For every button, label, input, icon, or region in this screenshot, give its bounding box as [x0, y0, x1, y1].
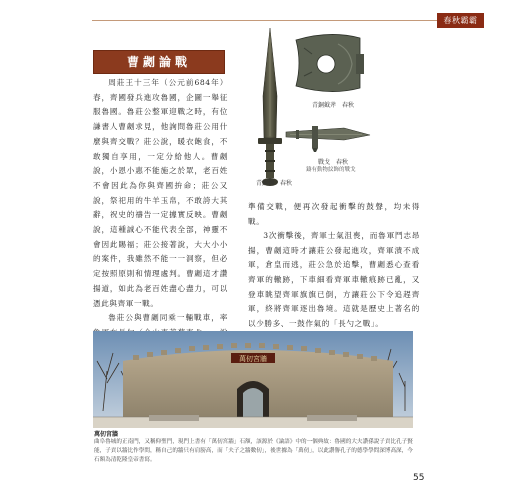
gate-inscription: 萬仞宮牆 — [239, 355, 267, 363]
photo-caption-text: 曲阜魯城的正南門，又稱仰聖門，現門上書有「萬仞宮牆」石額，該源於《論語》中的一個典故：魯國的大夫讚孫說子貢比孔子賢能，子貢以牆比作學問，稱自己的牆只有肩膀高，而「夫子之牆數仞」，後世據為「萬仞」，以此讚譽孔子的德學學問深博高深，今石額為清乾隆皇帝書寫。 — [94, 439, 413, 463]
photo-caption-title: 萬仞宮牆 — [94, 431, 119, 438]
bronze-axe-image — [290, 30, 366, 96]
bronze-sword-image — [250, 26, 293, 196]
paragraph: 3次衝擊後，齊軍士氣沮喪，而魯軍鬥志昂揚，曹劌這時才讓莊公發起進攻，齊軍潰不成軍，倉皇而逃，莊公急於追擊，曹劌悉心查看齊軍的轍跡，下車細看齊軍車轍痕跡已亂，又登車眺望齊軍旗旗已倒，方讓莊公下令追趕齊軍，終將齊軍逐出魯境。這就是歷史上著名的以少勝多、一鼓作氣的「長勺之戰」。 — [248, 231, 420, 328]
paragraph: 準備交戰，便再次發起衝擊的鼓聲，均未得戰。 — [248, 202, 420, 226]
ge-subcaption: 鑄有動物紋飾的戰戈 — [306, 167, 356, 173]
header-rule — [92, 20, 437, 21]
right-column — [248, 200, 420, 331]
ge-caption: 戰戈 春秋 — [318, 159, 349, 166]
section-label: 春秋霸霸 — [437, 13, 484, 28]
paragraph: 魯莊公與曹劌同乘一輛戰車，率 — [108, 313, 228, 323]
axe-caption: 青銅鉞斧 春秋 — [312, 102, 355, 109]
article-title: 曹劌論戰 — [93, 50, 225, 74]
sword-caption: 青銅劍 春秋 — [256, 180, 293, 187]
bronze-ge-image — [282, 118, 374, 152]
city-gate-photo — [93, 331, 413, 428]
page-number: 55 — [413, 473, 425, 483]
paragraph: 周莊王十三年（公元前684年）春，齊國發兵進攻魯國，企圖一舉征服魯國。魯莊公整軍迎戰之時，有位謙書人曹劌求見，他詢問魯莊公用什麼與齊交戰？莊公說，暖衣飽食，不敢獨自享用，一定分給他人。曹劌說，小恩小惠不能施之於眾，老百姓不會因此為你與齊國拚命；莊公又說，祭祀用的牛羊玉帛，不敢誇大其辭，祝史的禱告一定據實反映。曹劌說，這種誠心不能代表全部，神靈不會因此賜福；莊公接著說，大大小小的案件，我雖然不能一一洞察，但必定按照原則和情理處判。曹劌這才讚揚道，如此為老百姓盡心盡力，可以憑此與齊軍一戰。 — [93, 78, 228, 308]
